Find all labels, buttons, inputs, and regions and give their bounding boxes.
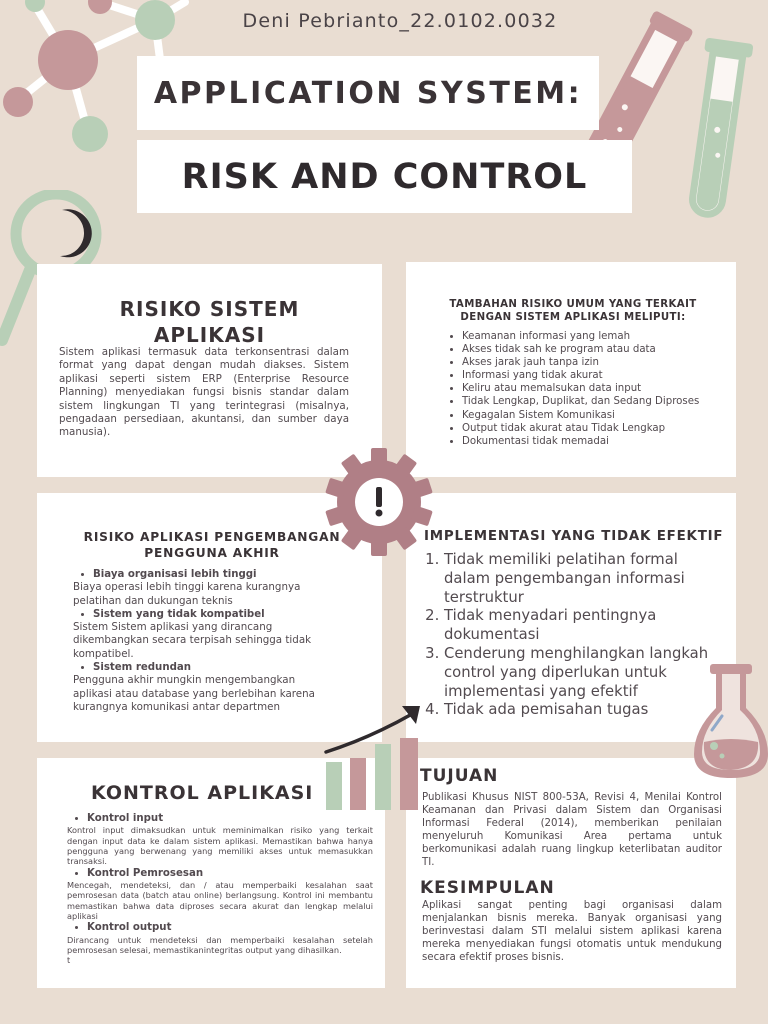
goal-title: TUJUAN <box>420 766 499 786</box>
list-item: 2. Tidak menyadari pentingnya dokumentasi <box>444 607 714 645</box>
card-additional-risk <box>406 262 736 477</box>
control-label-output: • Kontrol output <box>87 921 373 934</box>
list-item: • Tidak Lengkap, Duplikat, dan Sedang Diproses <box>462 395 712 408</box>
gear-warning-icon <box>323 448 435 556</box>
list-item: • Keamanan informasi yang lemah <box>462 330 712 343</box>
additional-risk-list <box>446 330 712 448</box>
end-user-label-redundant: • Sistem redundan <box>93 661 333 674</box>
author-name: Deni Pebrianto_22.0102.0032 <box>242 10 558 32</box>
risk-app-title-line2: APLIKASI <box>153 323 266 347</box>
growth-chart-icon <box>320 700 430 815</box>
list-item: • Output tidak akurat atau Tidak Lengkap <box>462 422 712 435</box>
conclusion-title: KESIMPULAN <box>420 878 555 898</box>
end-user-title: RISIKO APLIKASI PENGEMBANGAN PENGGUNA AKHIR <box>83 530 341 560</box>
end-user-label-incompatible: • Sistem yang tidak kompatibel <box>93 608 333 621</box>
end-user-text-cost: Biaya operasi lebih tinggi karena kurangnya pelatihan dan dukungan teknis <box>73 581 301 607</box>
list-item: 1. Tidak memiliki pelatihan formal dalam pengembangan informasi terstruktur <box>444 551 714 607</box>
list-item: • Informasi yang tidak akurat <box>462 369 712 382</box>
list-item: • Kegagalan Sistem Komunikasi <box>462 409 712 422</box>
control-label-input: • Kontrol input <box>87 812 373 825</box>
flask-icon <box>688 660 768 785</box>
control-text-output: Dirancang untuk mendeteksi dan memperbaiki kesalahan setelah pemrosesan selesai, memastikanintegritas output yang dihasilkan. <box>67 934 373 955</box>
control-text-input: Kontrol input dimaksudkan untuk meminimalkan risiko yang terkait dengan input data ke dalam sistem aplikasi. Memastikan bahwa hanya pengguna yang berwenang yang memiliki akses untuk memasukkan transaksi. <box>67 825 373 867</box>
list-item: 3. Cenderung menghilangkan langkah control yang diperlukan untuk implementasi yang efektif <box>444 645 714 701</box>
title-risk-and-control: RISK AND CONTROL <box>137 140 632 213</box>
list-item: 4. Tidak ada pemisahan tugas <box>444 701 714 720</box>
list-item: • Keliru atau memalsukan data input <box>462 382 712 395</box>
list-item: • Dokumentasi tidak memadai <box>462 435 712 448</box>
ineffective-title: IMPLEMENTASI YANG TIDAK EFEKTIF <box>424 529 724 544</box>
risk-app-title-line1: RISIKO SISTEM <box>119 297 300 321</box>
end-user-text-incompatible: Sistem Sistem aplikasi yang dirancang dikembangkan secara terpisah sehingga tidak kompatibel. <box>73 621 312 660</box>
controls-title: KONTROL APLIKASI <box>91 782 314 804</box>
conclusion-body: Aplikasi sangat penting bagi organisasi dalam menjalankan bisnis mereka. Banyak organisasi yang berinvestasi dalam STI melalui sistem aplikasi karena mereka menyediakan fungsi otomatis untuk mendukung secara efektif proses bisnis. <box>422 900 722 963</box>
list-item: • Akses tidak sah ke program atau data <box>462 343 712 356</box>
list-item: • Akses jarak jauh tanpa izin <box>462 356 712 369</box>
additional-risk-title: TAMBAHAN RISIKO UMUM YANG TERKAIT DENGAN SISTEM APLIKASI MELIPUTI: <box>449 299 697 323</box>
ineffective-list <box>420 551 714 720</box>
title-application-system: APPLICATION SYSTEM: <box>137 56 599 130</box>
card-ineffective-implementation <box>406 493 736 742</box>
end-user-label-cost: • Biaya organisasi lebih tinggi <box>93 568 333 581</box>
card-risk-app <box>37 264 382 477</box>
control-label-processing: • Kontrol Pemrosesan <box>87 867 373 880</box>
card-goal-conclusion <box>406 758 736 988</box>
control-text-processing: Mencegah, mendeteksi, dan / atau memperbaiki kesalahan saat pemrosesan data (batch atau online) berlangsung. Kontrol ini membantu memastikan bahwa data diproses secara akurat dan lengkap melalui aplikasi <box>67 879 373 922</box>
risk-app-body: Sistem aplikasi termasuk data terkonsentrasi dalam format yang dapat dengan mudah diakses. Sistem aplikasi seperti sistem ERP (Enterprise Resource Planning) menyediakan fungsi bisnis standar dalam sistem lingkungan TI yang terintegrasi (misalnya, pengadaan persediaan, akuntansi, dan sumber daya manusia). <box>59 346 349 439</box>
goal-body: Publikasi Khusus NIST 800-53A, Revisi 4, Menilai Kontrol Keamanan dan Privasi dalam Sistem dan Organisasi Informasi Federal (2014), memberikan penilaian menyeluruh Komunikasi Area pertama untuk berkomunikasi adalah ruang lingkup keterlibatan auditor TI. <box>422 792 722 868</box>
end-user-text-redundant: Pengguna akhir mungkin mengembangkan aplikasi atau database yang berlebihan karena kurangnya komunikasi antar departmen <box>73 674 315 714</box>
control-trailing-text: t <box>67 955 71 966</box>
